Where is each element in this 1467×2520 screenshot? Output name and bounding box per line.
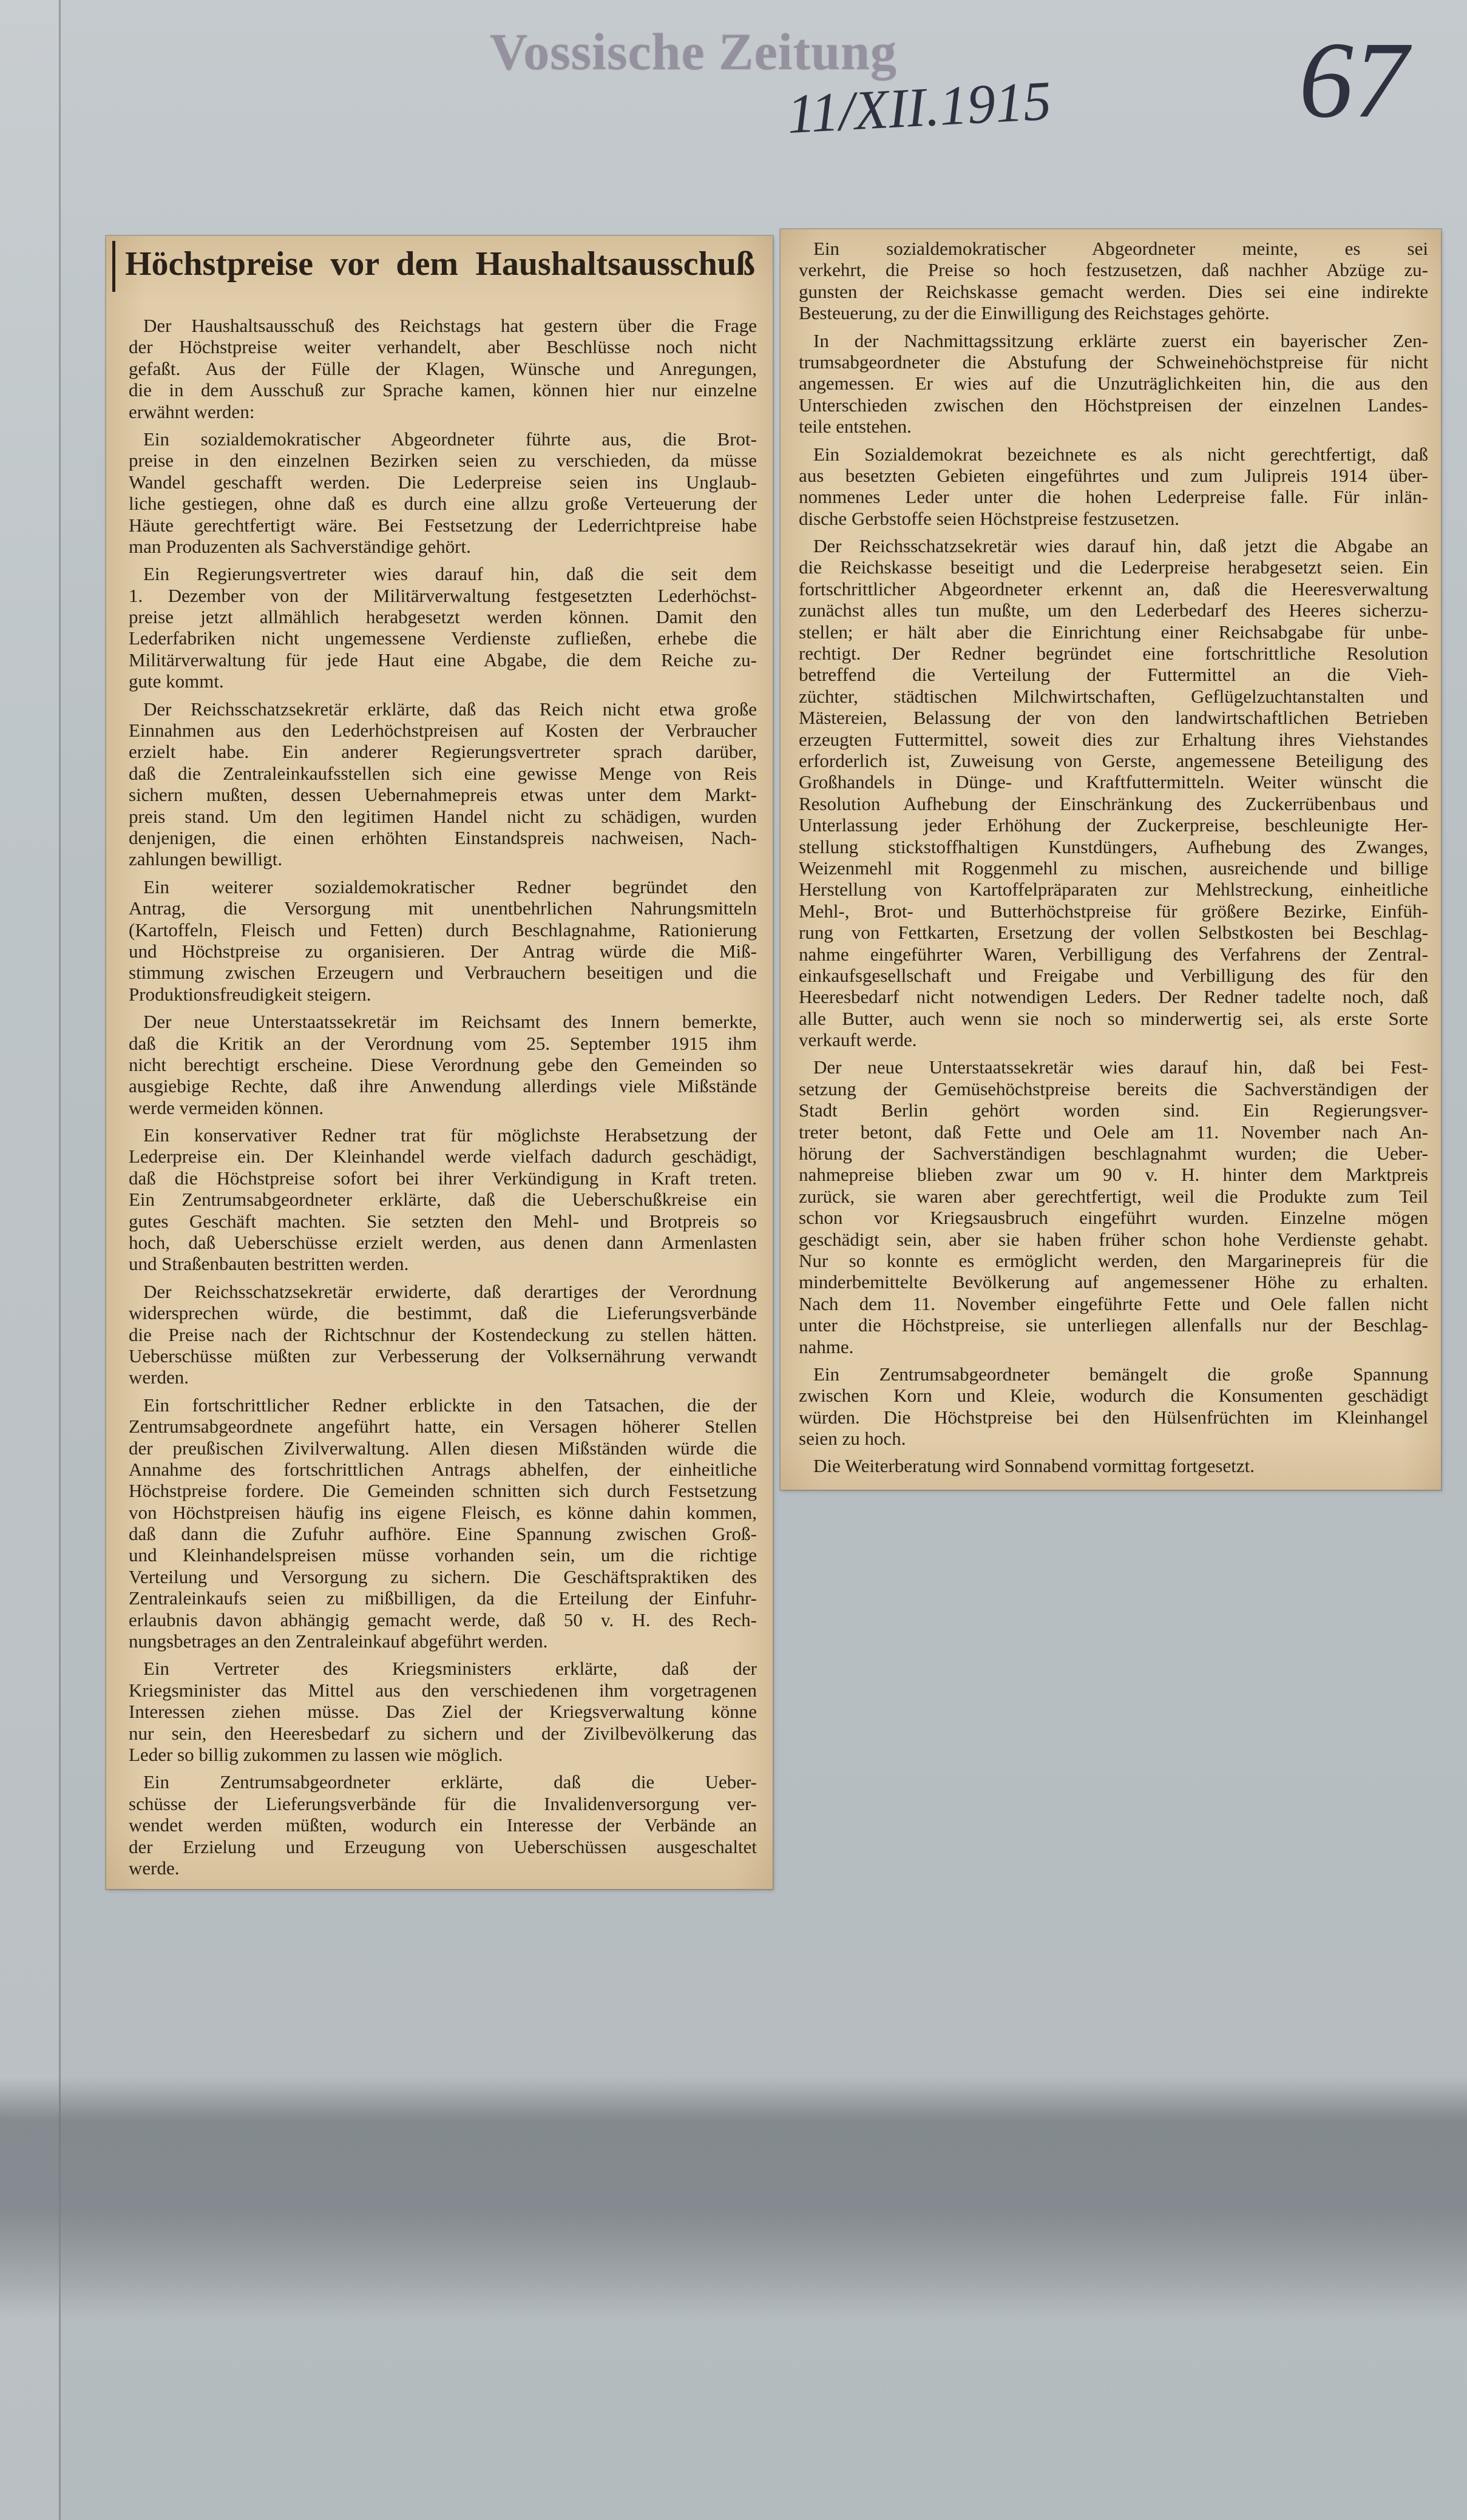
text-line: Interessen ziehen müsse. Das Ziel der Kriegsverwaltung könne xyxy=(129,1701,757,1723)
text-line: liche gestiegen, ohne daß es durch eine allzu große Verteuerung der xyxy=(129,493,757,515)
text-line: nungsbetrages an den Zentraleinkauf abgeführt werden. xyxy=(129,1630,548,1652)
text-line: zunächst alles tun mußte, um den Lederbedarf des Heeres sicherzu- xyxy=(799,600,1428,621)
text-line: dische Gerbstoffe seien Höchstpreise festzusetzen. xyxy=(799,507,1179,529)
text-line: Ein fortschrittlicher Redner erblickte in den Tatsachen, die der xyxy=(143,1394,757,1416)
text-line: Häute gerechtfertigt wäre. Bei Festsetzung der Lederrichtpreise habe xyxy=(129,514,757,536)
text-line: erzielt habe. Ein anderer Regierungsvertreter sprach darüber, xyxy=(129,741,757,763)
text-line: Ein Zentrumsabgeordneter erklärte, daß die Ueber- xyxy=(143,1771,757,1793)
text-line: Ein sozialdemokratischer Abgeordneter führte aus, die Brot- xyxy=(143,428,757,450)
paragraph xyxy=(129,1011,757,1118)
text-line: Weizenmehl mit Roggenmehl zu mischen, ausreichende und billige xyxy=(799,857,1428,879)
paragraph xyxy=(129,1281,757,1388)
text-line: und Höchstpreise zu organisieren. Der Antrag würde die Miß- xyxy=(129,940,757,962)
text-line: Wandel geschafft werden. Die Lederpreise seien ins Unglaub- xyxy=(129,471,757,493)
text-line: daß dann die Zufuhr aufhöre. Eine Spannung zwischen Groß- xyxy=(129,1523,757,1545)
paragraph xyxy=(129,1771,757,1879)
text-line: werde vermeiden können. xyxy=(129,1096,324,1118)
paragraph xyxy=(129,428,757,557)
text-line: Die Weiterberatung wird Sonnabend vormittag fortgesetzt. xyxy=(813,1455,1255,1477)
text-line: angemessen. Er wies auf die Unzuträglichkeiten hin, die aus den xyxy=(799,373,1428,394)
text-line: verkehrt, die Preise so hoch festzusetzen, daß nachher Abzüge zu- xyxy=(799,259,1428,281)
text-line: Ein Sozialdemokrat bezeichnete es als nicht gerechtfertigt, daß xyxy=(813,443,1428,465)
text-line: fortschrittlicher Abgeordneter erkennt an, daß die Heeresverwaltung xyxy=(799,578,1428,600)
text-line: Mästereien, Belassung der von den landwirtschaftlichen Betrieben xyxy=(799,707,1428,729)
text-line: die in dem Ausschuß zur Sprache kamen, können hier nur einzelne xyxy=(129,379,757,401)
text-line: Annahme des fortschrittlichen Antrags abhelfen, der einheitliche xyxy=(129,1458,757,1480)
text-line: der Höchstpreise weiter verhandelt, aber Beschlüsse noch nicht xyxy=(129,336,757,358)
text-line: Großhandels in Dünge- und Kraftfuttermitteln. Weiter wünscht die xyxy=(799,771,1428,793)
text-line: Stadt Berlin gehört worden sind. Ein Regierungsver- xyxy=(799,1100,1428,1121)
text-line: die Preise nach der Richtschnur der Kostendeckung zu stellen hätten. xyxy=(129,1323,757,1345)
paragraph xyxy=(129,1124,757,1275)
text-line: Ein konservativer Redner trat für möglichste Herabsetzung der xyxy=(143,1124,757,1146)
text-line: In der Nachmittagssitzung erklärte zuerst ein bayerischer Zen- xyxy=(813,329,1428,351)
text-line: trumsabgeordneter die Abstufung der Schweinehöchstpreise für nicht xyxy=(799,351,1428,373)
text-line: hörung der Sachverständigen beschlagnahmt wurden; die Ueber- xyxy=(799,1143,1428,1164)
headline-rule xyxy=(112,241,115,292)
clipping-left-column xyxy=(106,236,773,1889)
text-line: setzung der Gemüsehöchstpreise bereits die Sachverständigen der xyxy=(799,1078,1428,1100)
text-line: die Reichskasse beseitigt und die Lederpreise herabgesetzt seien. Ein xyxy=(799,556,1428,578)
text-line: Einnahmen aus den Lederhöchstpreisen auf Kosten der Verbraucher xyxy=(129,720,757,741)
text-line: gute kommt. xyxy=(129,671,224,692)
text-line: preise in den einzelnen Bezirken seien zu verschieden, da müsse xyxy=(129,450,757,471)
text-line: betreffend die Verteilung der Futtermittel an die Vieh- xyxy=(799,664,1428,686)
text-line: der Erzielung und Erzeugung von Ueberschüssen ausgeschaltet xyxy=(129,1836,757,1857)
text-line: stimmung zwischen Erzeugern und Verbrauchern beseitigen und die xyxy=(129,962,757,984)
text-line: Mehl-, Brot- und Butterhöchstpreise für größere Bezirke, Einfüh- xyxy=(799,900,1428,922)
text-line: Lederpreise ein. Der Kleinhandel werde vielfach dadurch geschädigt, xyxy=(129,1146,757,1167)
text-line: denjenigen, die einen erhöhten Einstandspreis nachweisen, Nach- xyxy=(129,826,757,848)
text-line: schüsse der Lieferungsverbände für die Invalidenversorgung ver- xyxy=(129,1792,757,1814)
text-line: erwähnt werden: xyxy=(129,400,255,422)
text-line: Ein sozialdemokratischer Abgeordneter meinte, es sei xyxy=(813,238,1428,259)
text-line: schon vor Kriegsausbruch eingeführt wurden. Einzelne mögen xyxy=(799,1207,1428,1229)
text-line: stellen; er hält aber die Einrichtung einer Reichsabgabe für unbe- xyxy=(799,621,1428,643)
paragraph xyxy=(799,1455,1428,1476)
text-line: Produktionsfreudigkeit steigern. xyxy=(129,983,371,1005)
text-line: Lederfabriken nicht ungemessene Verdienste zufließen, erhebe die xyxy=(129,627,757,649)
left-column-text xyxy=(129,315,757,1879)
text-line: erzeugten Futtermittel, soweit dies zur Erhaltung ihres Viehstandes xyxy=(799,728,1428,750)
text-line: nicht berechtigt erscheine. Diese Verordnung gebe den Gemeinden so xyxy=(129,1053,757,1075)
text-line: alle Butter, auch wenn sie noch so minderwertig sei, als erste Sorte xyxy=(799,1007,1428,1029)
text-line: Nach dem 11. November eingeführte Fette und Oele fallen nicht xyxy=(799,1292,1428,1314)
text-line: Ein Vertreter des Kriegsministers erklärte, daß der xyxy=(143,1658,757,1680)
paragraph xyxy=(129,698,757,870)
text-line: Ein weiterer sozialdemokratischer Redner begründet den xyxy=(143,876,757,897)
handwritten-date: 11/XII.1915 xyxy=(785,69,1053,145)
text-line: aus besetzten Gebieten eingeführtes und zum Julipreis 1914 über- xyxy=(799,464,1428,486)
text-line: ausgiebige Rechte, daß ihre Anwendung allerdings viele Mißstände xyxy=(129,1075,757,1097)
text-line: einkaufsgesellschaft und Freigabe und Verbilligung des für den xyxy=(799,964,1428,986)
article-headline: Höchstpreise vor dem Haushaltsausschuß xyxy=(125,245,755,283)
text-line: Nur so konnte es ermöglicht werden, den Margarinepreis für die xyxy=(799,1249,1428,1271)
text-line: minderbemittelte Bevölkerung auf angemessener Höhe zu erhalten. xyxy=(799,1271,1428,1293)
text-line: Unterschieden zwischen den Höchstpreisen der einzelnen Landes- xyxy=(799,394,1428,416)
text-line: würden. Die Höchstpreise bei den Hülsenfrüchten im Kleinhangel xyxy=(799,1406,1428,1428)
text-line: und Straßenbauten bestritten werden. xyxy=(129,1253,409,1275)
text-line: Zentraleinkaufs seien zu mißbilligen, da die Erteilung der Einfuhr- xyxy=(129,1587,757,1609)
text-line: Ein Zentrumsabgeordneter bemängelt die große Spannung xyxy=(813,1363,1428,1385)
text-line: Unterlassung jeder Erhöhung der Zuckerpreise, beschleunigte Her- xyxy=(799,814,1428,836)
text-line: erlaubnis davon abhängig gemacht werde, daß 50 v. H. des Rech- xyxy=(129,1609,757,1630)
text-line: Militärverwaltung für jede Haut eine Abgabe, die dem Reiche zu- xyxy=(129,649,757,671)
text-line: Der Haushaltsausschuß des Reichstags hat gestern über die Frage xyxy=(143,315,757,336)
text-line: rechtigt. Der Redner begründet eine fortschrittliche Resolution xyxy=(799,643,1428,664)
text-line: hoch, daß Ueberschüsse erzielt werden, aus denen dann Armenlasten xyxy=(129,1232,757,1254)
text-line: erforderlich ist, Zuweisung von Gerste, angemessene Beteiligung des xyxy=(799,749,1428,771)
text-line: Verteilung und Versorgung zu sichern. Die Geschäftspraktiken des xyxy=(129,1566,757,1587)
text-line: Der Reichsschatzsekretär wies darauf hin, daß jetzt die Abgabe an xyxy=(813,535,1428,557)
text-line: nahmepreise blieben zwar um 90 v. H. hinter dem Marktpreis xyxy=(799,1164,1428,1186)
text-line: Antrag, die Versorgung mit unentbehrlichen Nahrungsmitteln xyxy=(129,897,757,919)
text-line: Herstellung von Kartoffelpräparaten zur Mehlstreckung, einheitliche xyxy=(799,879,1428,900)
text-line: Ueberschüsse müßten zur Verbesserung der Volksernährung verwandt xyxy=(129,1345,757,1366)
text-line: Zentrumsabgeordnete angeführt hatte, ein Versagen höherer Stellen xyxy=(129,1416,757,1437)
text-line: Resolution Aufhebung der Einschränkung des Zuckerrübenbaus und xyxy=(799,792,1428,814)
paragraph xyxy=(129,1394,757,1652)
clipping-right-column xyxy=(781,229,1441,1490)
text-line: treter betont, daß Fette und Oele am 11. November nach An- xyxy=(799,1121,1428,1143)
text-line: gunsten der Reichskasse gemacht werden. Dies sei eine indirekte xyxy=(799,280,1428,302)
text-line: zurück, sie waren aber gerechtfertigt, weil die Produkte zum Teil xyxy=(799,1185,1428,1207)
text-line: werde. xyxy=(129,1857,180,1879)
paragraph xyxy=(799,535,1428,1050)
text-line: Der Reichsschatzsekretär erklärte, daß das Reich nicht etwa große xyxy=(143,698,757,720)
text-line: stellung stickstoffhaltigen Kunstdüngers, Aufhebung des Zwanges, xyxy=(799,836,1428,857)
text-line: teile entstehen. xyxy=(799,416,912,437)
text-line: seien zu hoch. xyxy=(799,1428,906,1450)
text-line: werden. xyxy=(129,1366,189,1388)
text-line: unter die Höchstpreise, sie unterliegen allenfalls nur der Beschlag- xyxy=(799,1314,1428,1336)
text-line: und Kleinhandelspreisen müsse vorhanden sein, um die richtige xyxy=(129,1544,757,1566)
text-line: Ein Regierungsvertreter wies darauf hin, daß die seit dem xyxy=(143,563,757,585)
text-line: daß die Kritik an der Verordnung vom 25. September 1915 ihm xyxy=(129,1032,757,1054)
text-line: Leder so billig zukommen zu lassen wie möglich. xyxy=(129,1744,503,1765)
text-line: daß die Höchstpreise sofort bei ihrer Verkündigung in Kraft treten. xyxy=(129,1167,757,1189)
handwritten-page-number: 67 xyxy=(1299,19,1408,140)
paragraph xyxy=(799,444,1428,530)
text-line: nommenes Leder unter die hohen Lederpreise falle. Für inlän- xyxy=(799,486,1428,508)
text-line: Der neue Unterstaatssekretär im Reichsamt des Innern bemerkte, xyxy=(143,1011,757,1033)
paragraph xyxy=(129,315,757,422)
text-line: Höchstpreise fordere. Die Gemeinden schnitten sich durch Festsetzung xyxy=(129,1480,757,1502)
text-line: Ein Zentrumsabgeordneter erklärte, daß die Ueberschußkreise ein xyxy=(129,1189,757,1211)
text-line: Der Reichsschatzsekretär erwiderte, daß derartiges der Verordnung xyxy=(143,1280,757,1302)
newspaper-stamp: Vossische Zeitung xyxy=(490,22,897,81)
text-line: Heeresbedarf nicht notwendigen Leders. Der Redner tadelte noch, daß xyxy=(799,986,1428,1008)
paragraph xyxy=(799,330,1428,437)
text-line: nahme eingeführter Waren, Verbilligung des Verfahrens der Zentral- xyxy=(799,943,1428,965)
paragraph xyxy=(799,238,1428,324)
text-line: geschädigt sein, aber sie haben früher schon hohe Verdienste gehabt. xyxy=(799,1228,1428,1250)
text-line: nur sein, den Heeresbedarf zu sichern und der Zivilbevölkerung das xyxy=(129,1722,757,1744)
text-line: zwischen Korn und Kleie, wodurch die Konsumenten geschädigt xyxy=(799,1385,1428,1407)
text-line: preise jetzt allmählich herabgesetzt werden können. Damit den xyxy=(129,606,757,628)
text-line: man Produzenten als Sachverständige gehört. xyxy=(129,535,471,557)
text-line: der preußischen Zivilverwaltung. Allen diesen Mißständen würde die xyxy=(129,1437,757,1459)
text-line: verkauft werde. xyxy=(799,1029,917,1051)
text-line: (Kartoffeln, Fleisch und Fetten) durch Beschlagnahme, Rationierung xyxy=(129,919,757,941)
text-line: gefaßt. Aus der Fülle der Klagen, Wünsche und Anregungen, xyxy=(129,357,757,379)
paragraph xyxy=(799,1056,1428,1357)
paragraph xyxy=(129,563,757,692)
text-line: wendet werden müßten, wodurch ein Interesse der Verbände an xyxy=(129,1814,757,1836)
text-line: züchter, städtischen Milchwirtschaften, Geflügelzuchtanstalten und xyxy=(799,685,1428,707)
text-line: Der neue Unterstaatssekretär wies darauf hin, daß bei Fest- xyxy=(813,1056,1428,1078)
right-column-text xyxy=(799,238,1428,1477)
text-line: nahme. xyxy=(799,1336,854,1357)
scan-shadow-band xyxy=(0,2077,1467,2320)
text-line: preis stand. Um den legitimen Handel nicht zu schädigen, wurden xyxy=(129,805,757,827)
text-line: rung von Fettkarten, Ersetzung der vollen Selbstkosten bei Beschlag- xyxy=(799,922,1428,944)
text-line: von Höchstpreisen häufig ins eigene Fleisch, es könne dahin kommen, xyxy=(129,1501,757,1523)
text-line: widersprechen würde, die bestimmt, daß die Lieferungsverbände xyxy=(129,1302,757,1324)
text-line: zahlungen bewilligt. xyxy=(129,848,283,870)
text-line: Kriegsminister das Mittel aus den verschiedenen ihm vorgetragenen xyxy=(129,1679,757,1701)
text-line: sichern mußten, dessen Uebernahmepreis etwas unter dem Markt- xyxy=(129,784,757,806)
text-line: 1. Dezember von der Militärverwaltung festgesetzten Lederhöchst- xyxy=(129,584,757,606)
text-line: daß die Zentraleinkaufsstellen sich eine gewisse Menge von Reis xyxy=(129,762,757,784)
text-line: Besteuerung, zu der die Einwilligung des Reichstages gehörte. xyxy=(799,302,1270,324)
paragraph xyxy=(799,1363,1428,1450)
text-line: gutes Geschäft machten. Sie setzten den Mehl- und Brotpreis so xyxy=(129,1210,757,1232)
paragraph xyxy=(129,1658,757,1765)
paragraph xyxy=(129,876,757,1005)
